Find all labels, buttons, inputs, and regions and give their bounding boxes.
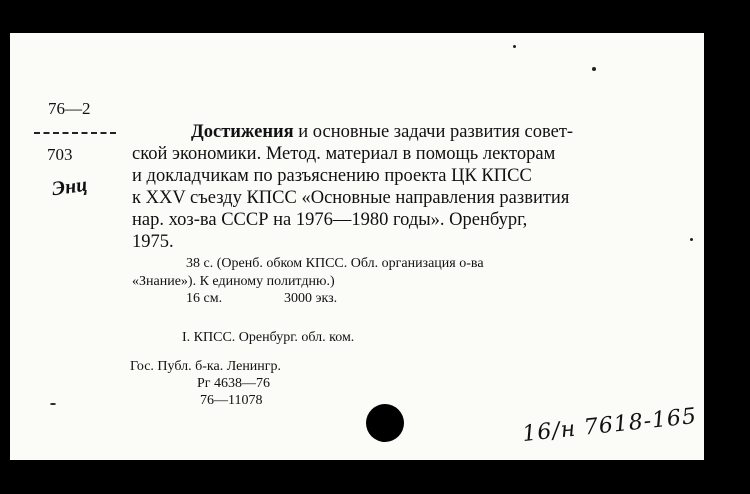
catalog-card (10, 33, 704, 460)
handwritten-stamp: Энц (50, 173, 89, 201)
call-number-bottom: 703 (47, 145, 73, 164)
library-line-2: Рг 4638—76 (197, 376, 271, 391)
speck (50, 403, 56, 405)
library-line-3: 76—11078 (200, 393, 263, 408)
speck (513, 45, 516, 48)
subject-heading: I. КПСС. Оренбург. обл. ком. (182, 330, 355, 345)
series-line-2: «Знание»). К единому политдню.) (132, 274, 335, 289)
description-line-2: ской экономики. Метод. материал в помощь лекторам (132, 144, 556, 164)
library-line-1: Гос. Публ. б-ка. Ленингр. (130, 359, 282, 374)
pages-series-line: 38 с. (Оренб. обком КПСС. Обл. организация о-ва (186, 256, 484, 271)
description-line-4: к XXV съезду КПСС «Основные направления развития (132, 188, 570, 208)
description-line-3: и докладчикам по разъяснению проекта ЦК КПСС (132, 166, 532, 186)
call-number-top: 76—2 (48, 99, 91, 118)
handwritten-note: 16/н 7618-165 (521, 403, 699, 448)
punch-hole (366, 404, 404, 442)
title-bold: Достижения (191, 122, 294, 142)
description-line-5: нар. хоз-ва СССР на 1976—1980 годы». Оренбург, (132, 210, 528, 230)
description-line-6: 1975. (132, 232, 174, 252)
description-line-1-rest: и основные задачи развития совет- (298, 122, 574, 142)
copies-text: 3000 экз. (284, 291, 338, 306)
description-line-1 (191, 121, 573, 143)
speck (690, 238, 693, 241)
call-number-divider (34, 132, 116, 134)
speck (592, 67, 596, 71)
size-text: 16 см. (186, 291, 223, 306)
